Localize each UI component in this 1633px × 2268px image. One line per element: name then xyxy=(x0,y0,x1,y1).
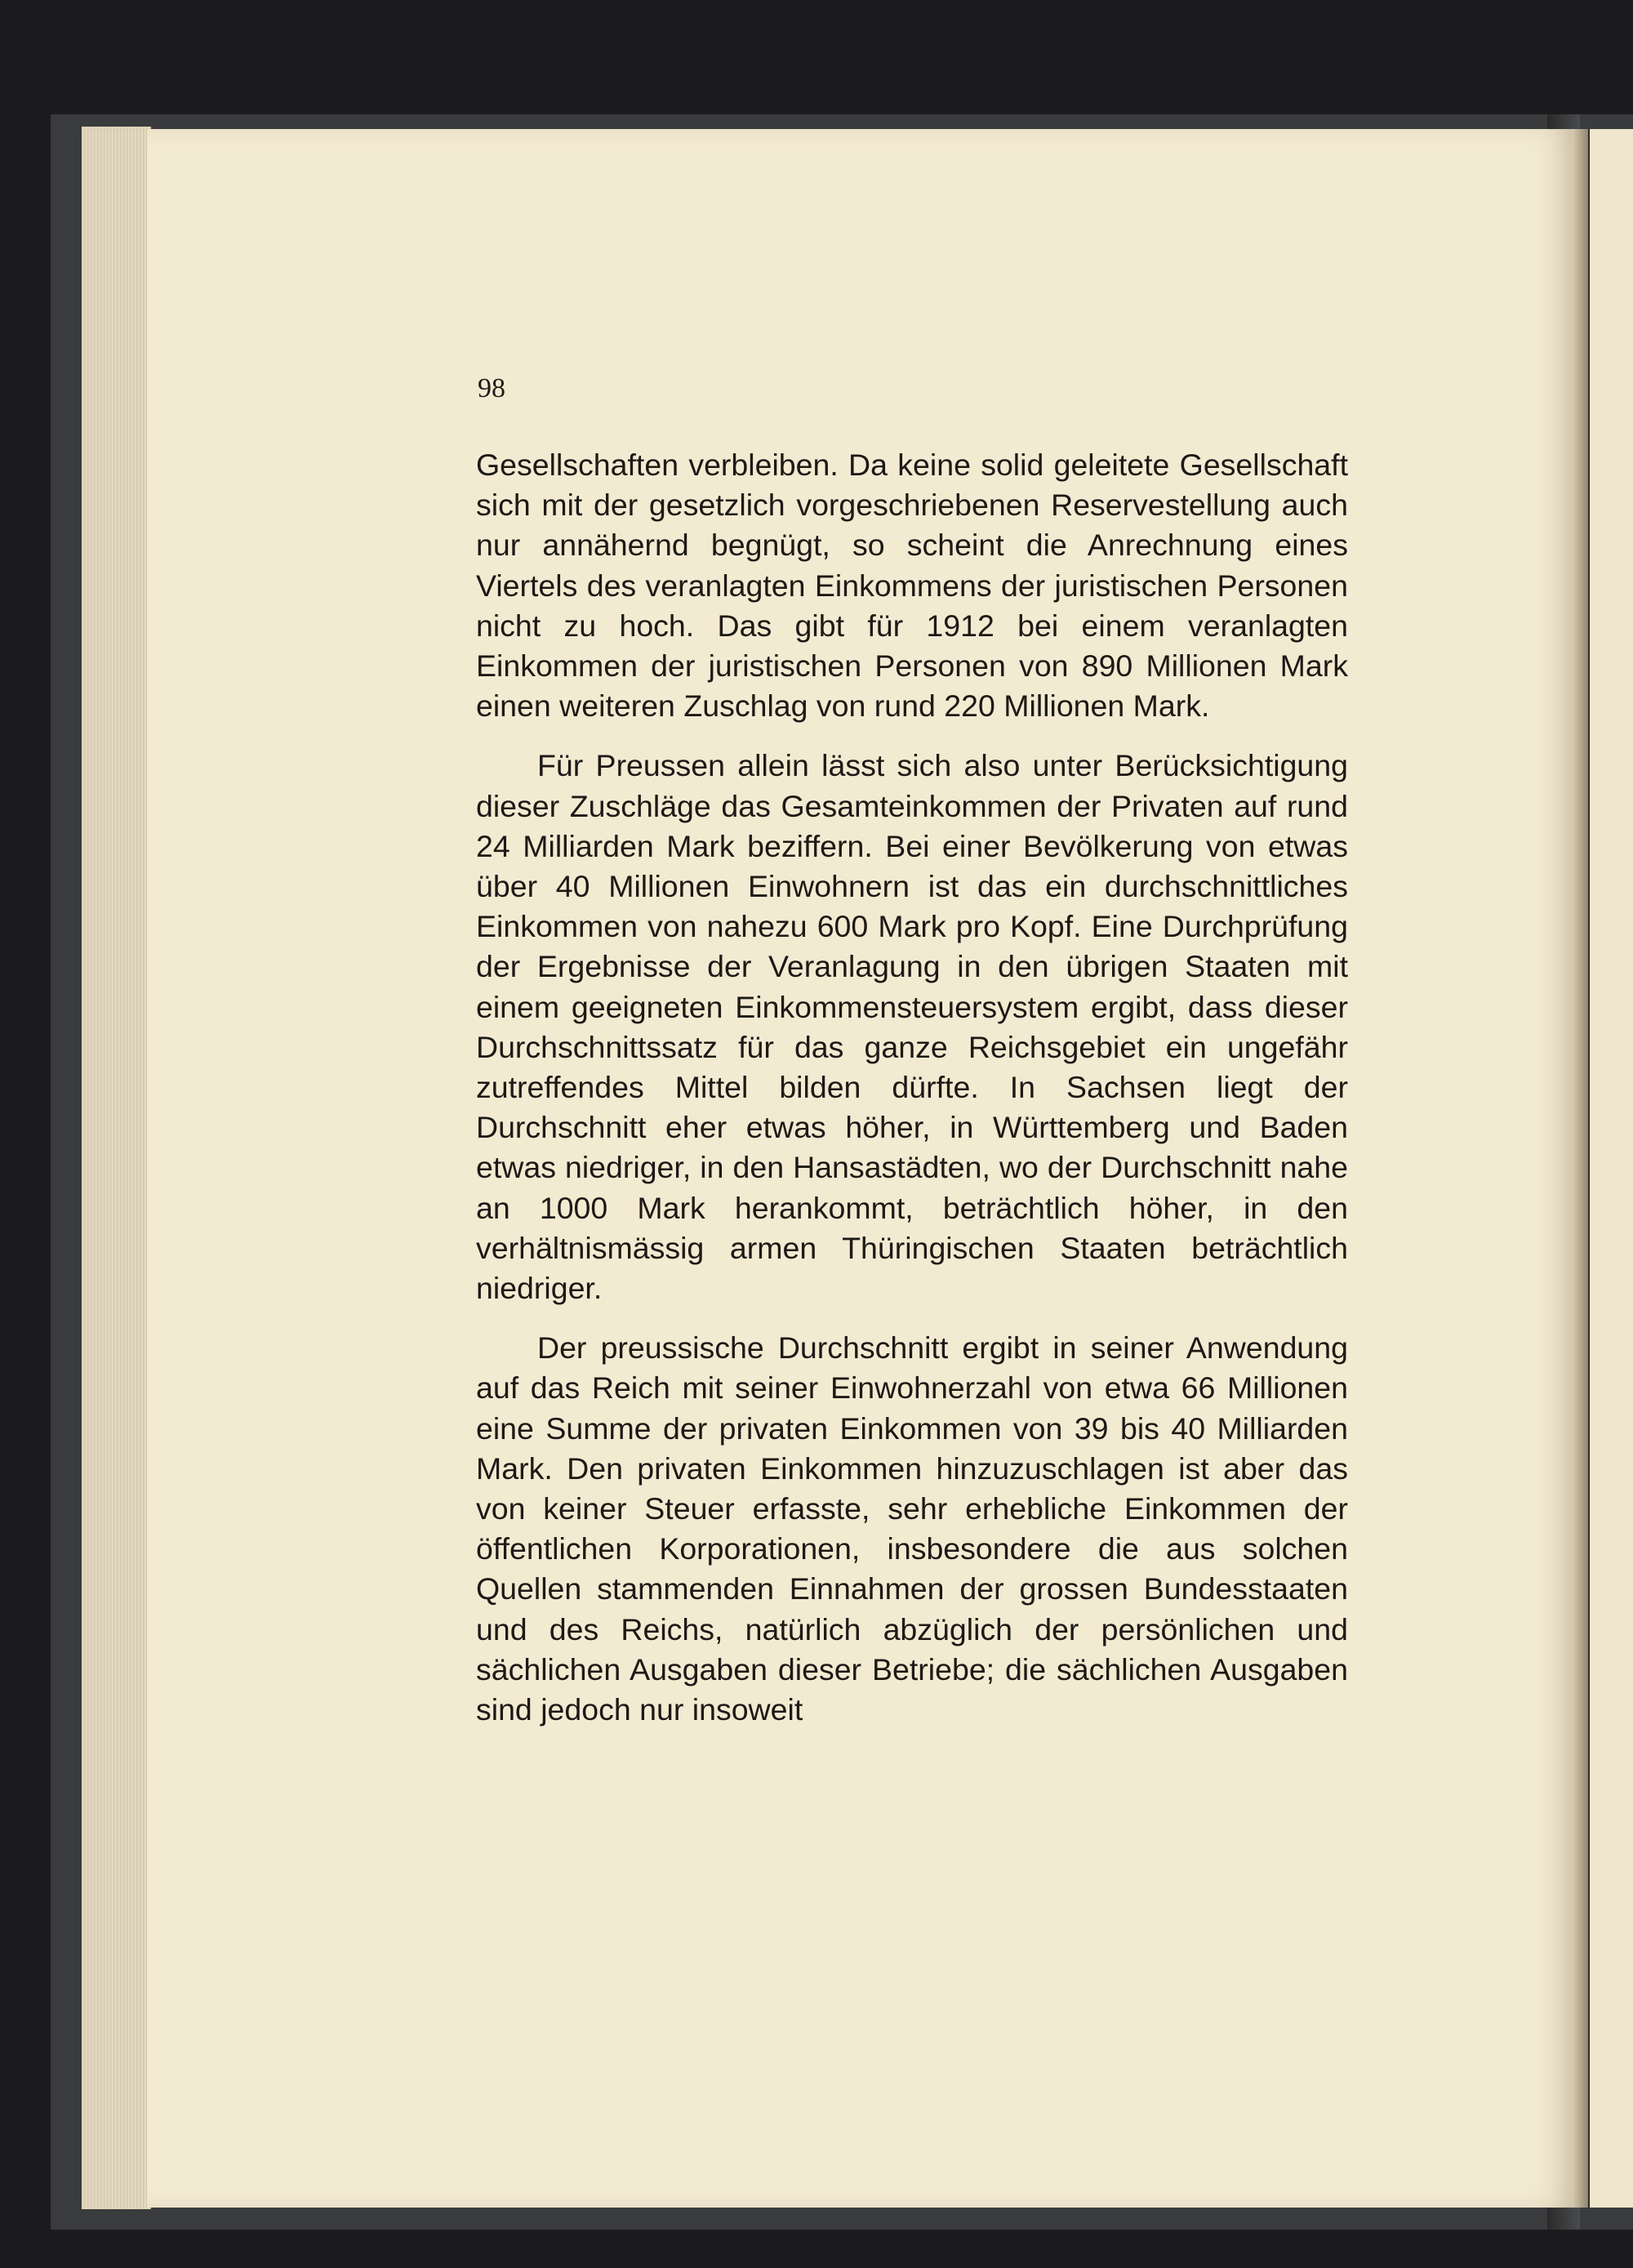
page-number: 98 xyxy=(478,373,505,403)
page-gutter xyxy=(1572,129,1590,2208)
paragraph-3: Der preussische Durchschnitt ergibt in seiner Anwendung auf das Reich mit seiner Einwohnerzahl von etwa 66 Millionen eine Summe der privaten Einkommen von 39 bis 40 Milliarden Mark. Den privaten Einkommen hinzuzuschlagen ist aber das von keiner Steuer erfasste, sehr erhebliche Einkommen der öffentlichen Korporationen, insbesondere die aus solchen Quellen stammenden Einnahmen der grossen Bundesstaaten und des Reichs, natürlich abzüglich der persönlichen und sächlichen Ausgaben dieser Betriebe; die sächlichen Ausgaben sind jedoch nur insoweit xyxy=(476,1330,1348,1727)
paragraph-2: Für Preussen allein lässt sich also unter Berücksichtigung dieser Zuschläge das Gesamteinkommen der Privaten auf rund 24 Milliarden Mark beziffern. Bei einer Bevölkerung von etwas über 40 Millionen Einwohnern ist das ein durchschnittliches Einkommen von nahezu 600 Mark pro Kopf. Eine Durchprüfung der Ergebnisse der Veranlagung in den übrigen Staaten mit einem geeigneten Einkommensteuersystem ergibt, dass dieser Durchschnittssatz für das ganze Reichsgebiet ein ungefähr zutreffendes Mittel bilden dürfte. In Sachsen liegt der Durchschnitt eher etwas höher, in Württemberg und Baden etwas niedriger, in den Hansastädten, wo der Durchschnitt nahe an 1000 Mark herankommt, beträchtlich höher, in den verhältnismässig armen Thüringischen Staaten beträchtlich niedriger. xyxy=(476,748,1348,1306)
paragraph-1: Gesellschaften verbleiben. Da keine solid geleitete Gesellschaft sich mit der gesetzlich vorgeschriebenen Reservestellung auch nur annähernd begnügt, so scheint die Anrechnung eines Viertels des veranlagten Einkommens der juristischen Personen nicht zu hoch. Das gibt für 1912 bei einem veranlagten Einkommen der juristischen Personen von 890 Millionen Mark einen weiteren Zuschlag von rund 220 Millionen Mark. xyxy=(476,448,1348,724)
body-text xyxy=(476,445,1348,1730)
facing-page-edge xyxy=(1588,129,1633,2208)
page-edges xyxy=(82,127,151,2209)
